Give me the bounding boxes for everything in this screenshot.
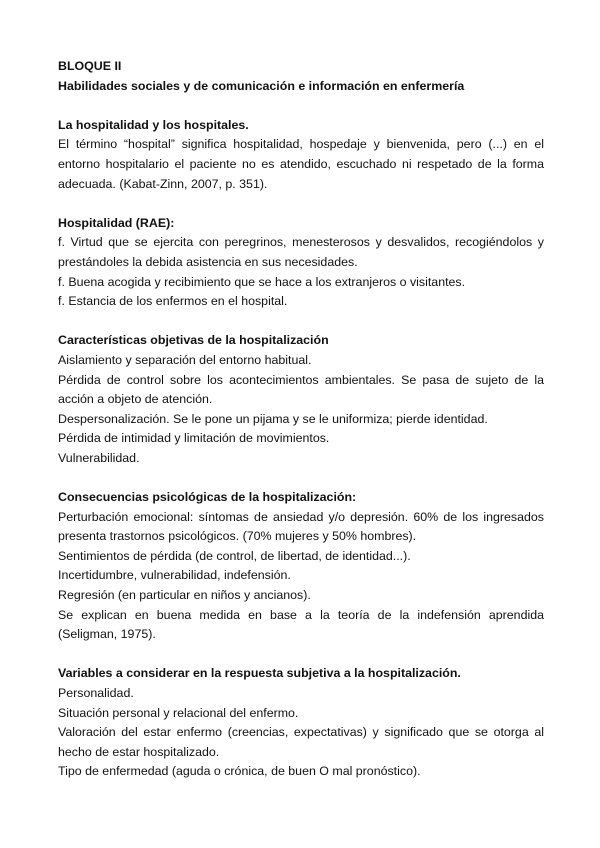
list-item: Valoración del estar enfermo (creencias, expectativas) y significado que se otorga al [58,725,544,740]
list-item: Tipo de enfermedad (aguda o crónica, de buen O mal pronóstico). [58,764,421,779]
quote-line: entorno hospitalario el paciente no es atendido, escuchado ni respetado de la forma [58,156,544,171]
quote-line: El término “hospital” significa hospitalidad, hospedaje y bienvenida, pero (...) en el [58,137,544,152]
list-item: (Seligman, 1975). [58,627,156,642]
list-item: Pérdida de intimidad y limitación de movimientos. [58,431,330,446]
list-item: Personalidad. [58,686,134,700]
definition-line: f. Estancia de los enfermos en el hospital. [58,294,288,309]
list-item: Regresión (en particular en niños y ancianos). [58,588,311,603]
list-item: Perturbación emocional: síntomas de ansiedad y/o depresión. 60% de los ingresados [58,509,544,524]
section-heading-rae: Hospitalidad (RAE): [58,215,175,230]
list-item: presenta trastornos psicológicos. (70% mujeres y 50% hombres). [58,529,417,544]
list-item: acción a objeto de atención. [58,392,213,407]
document-page [58,57,544,782]
list-item: Se explican en buena medida en base a la teoría de la indefensión aprendida [58,607,544,622]
spacer [58,645,544,665]
section-heading-hospitality: La hospitalidad y los hospitales. [58,117,249,132]
spacer [58,312,544,332]
section-heading-variables: Variables a considerar en la respuesta subjetiva a la hospitalización. [58,666,461,681]
spacer [58,194,544,214]
quote-line: adecuada. (Kabat-Zinn, 2007, p. 351). [58,176,268,191]
section-heading-characteristics: Características objetivas de la hospitalización [58,333,329,348]
spacer [58,96,544,116]
section-heading-consequences: Consecuencias psicológicas de la hospitalización: [58,490,357,505]
definition-line: prestándoles la debida asistencia en sus necesidades. [58,254,358,269]
list-item: Incertidumbre, vulnerabilidad, indefensión. [58,568,291,583]
list-item: Despersonalización. Se le pone un pijama y se le uniformiza; pierde identidad. [58,411,488,426]
subject-title: Habilidades sociales y de comunicación e información en enfermería [58,78,465,93]
spacer [58,468,544,488]
definition-line: f. Buena acogida y recibimiento que se hace a los extranjeros o visitantes. [58,274,466,289]
block-title: BLOQUE II [58,59,122,73]
list-item: Situación personal y relacional del enfermo. [58,705,299,720]
definition-line: f. Virtud que se ejercita con peregrinos, menesterosos y desvalidos, recogiéndolos y [58,235,544,250]
list-item: Aislamiento y separación del entorno habitual. [58,352,312,367]
list-item: Vulnerabilidad. [58,450,140,465]
list-item: hecho de estar hospitalizado. [58,744,220,759]
list-item: Pérdida de control sobre los acontecimientos ambientales. Se pasa de sujeto de la [58,372,544,387]
list-item: Sentimientos de pérdida (de control, de libertad, de identidad...). [58,548,411,563]
